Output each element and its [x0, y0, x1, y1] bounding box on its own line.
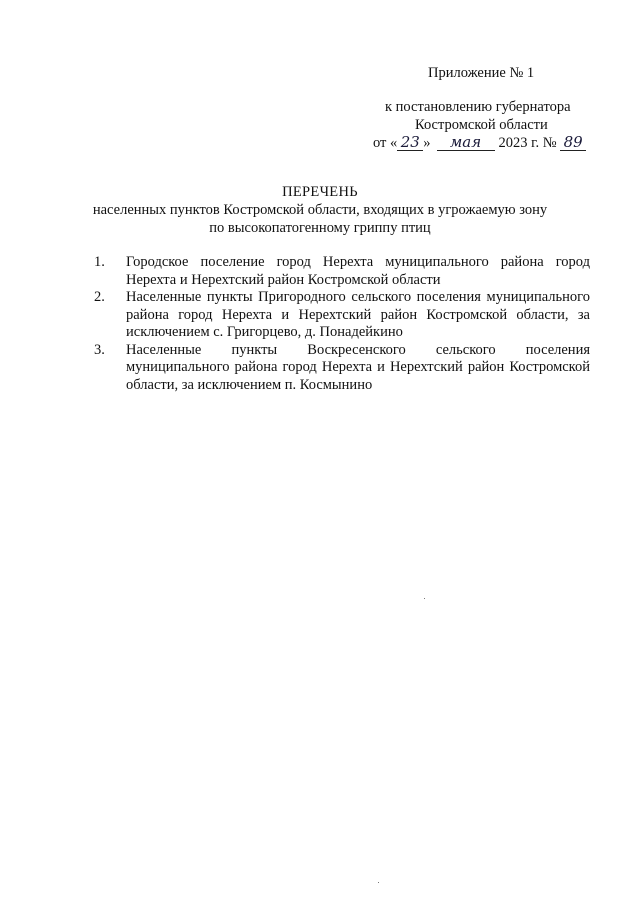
settlements-list: [94, 254, 590, 394]
list-item-text: Населенные пункты Воскресенского сельского поселения муниципального района город Нерехта и Нерехтский район Костромской области, за исключением п. Космынино: [126, 341, 590, 393]
appendix-title: Приложение № 1: [428, 65, 535, 81]
list-item-text: Городское поселение город Нерехта муниципального района город Нерехта и Нерехтский район Костромской области: [126, 254, 590, 288]
list-item-number: 2.: [94, 289, 105, 305]
date-year: 2023 г. №: [498, 135, 557, 151]
date-prefix: от «: [373, 135, 398, 151]
list-item-number: 1.: [94, 254, 105, 270]
list-item-number: 3.: [94, 341, 105, 358]
scan-speck: [424, 598, 425, 599]
date-month-handwritten: мая: [437, 135, 495, 151]
document-number-handwritten: 89: [560, 135, 586, 151]
list-item: [94, 289, 590, 342]
list-item-text: Населенные пункты Пригородного сельского поселения муниципального района город Нерехта и Нерехтский район Костромской области, за исключением с. Григорцево, д. Понадейкино: [126, 289, 590, 340]
document-title: ПЕРЕЧЕНЬ: [282, 184, 358, 200]
document-subtitle-line-1: населенных пунктов Костромской области, входящих в угрожаемую зону: [92, 202, 548, 218]
appendix-resolution-line: к постановлению губернатора: [385, 99, 571, 115]
list-item: [94, 342, 590, 395]
appendix-date-line: [373, 134, 586, 153]
date-quote-close: »: [423, 135, 431, 151]
date-day-handwritten: 23: [397, 135, 423, 151]
document-subtitle-line-2: по высокопатогенному гриппу птиц: [209, 220, 431, 236]
scan-speck: [378, 882, 379, 883]
appendix-region-line: Костромской области: [415, 117, 548, 133]
list-item: [94, 254, 590, 289]
